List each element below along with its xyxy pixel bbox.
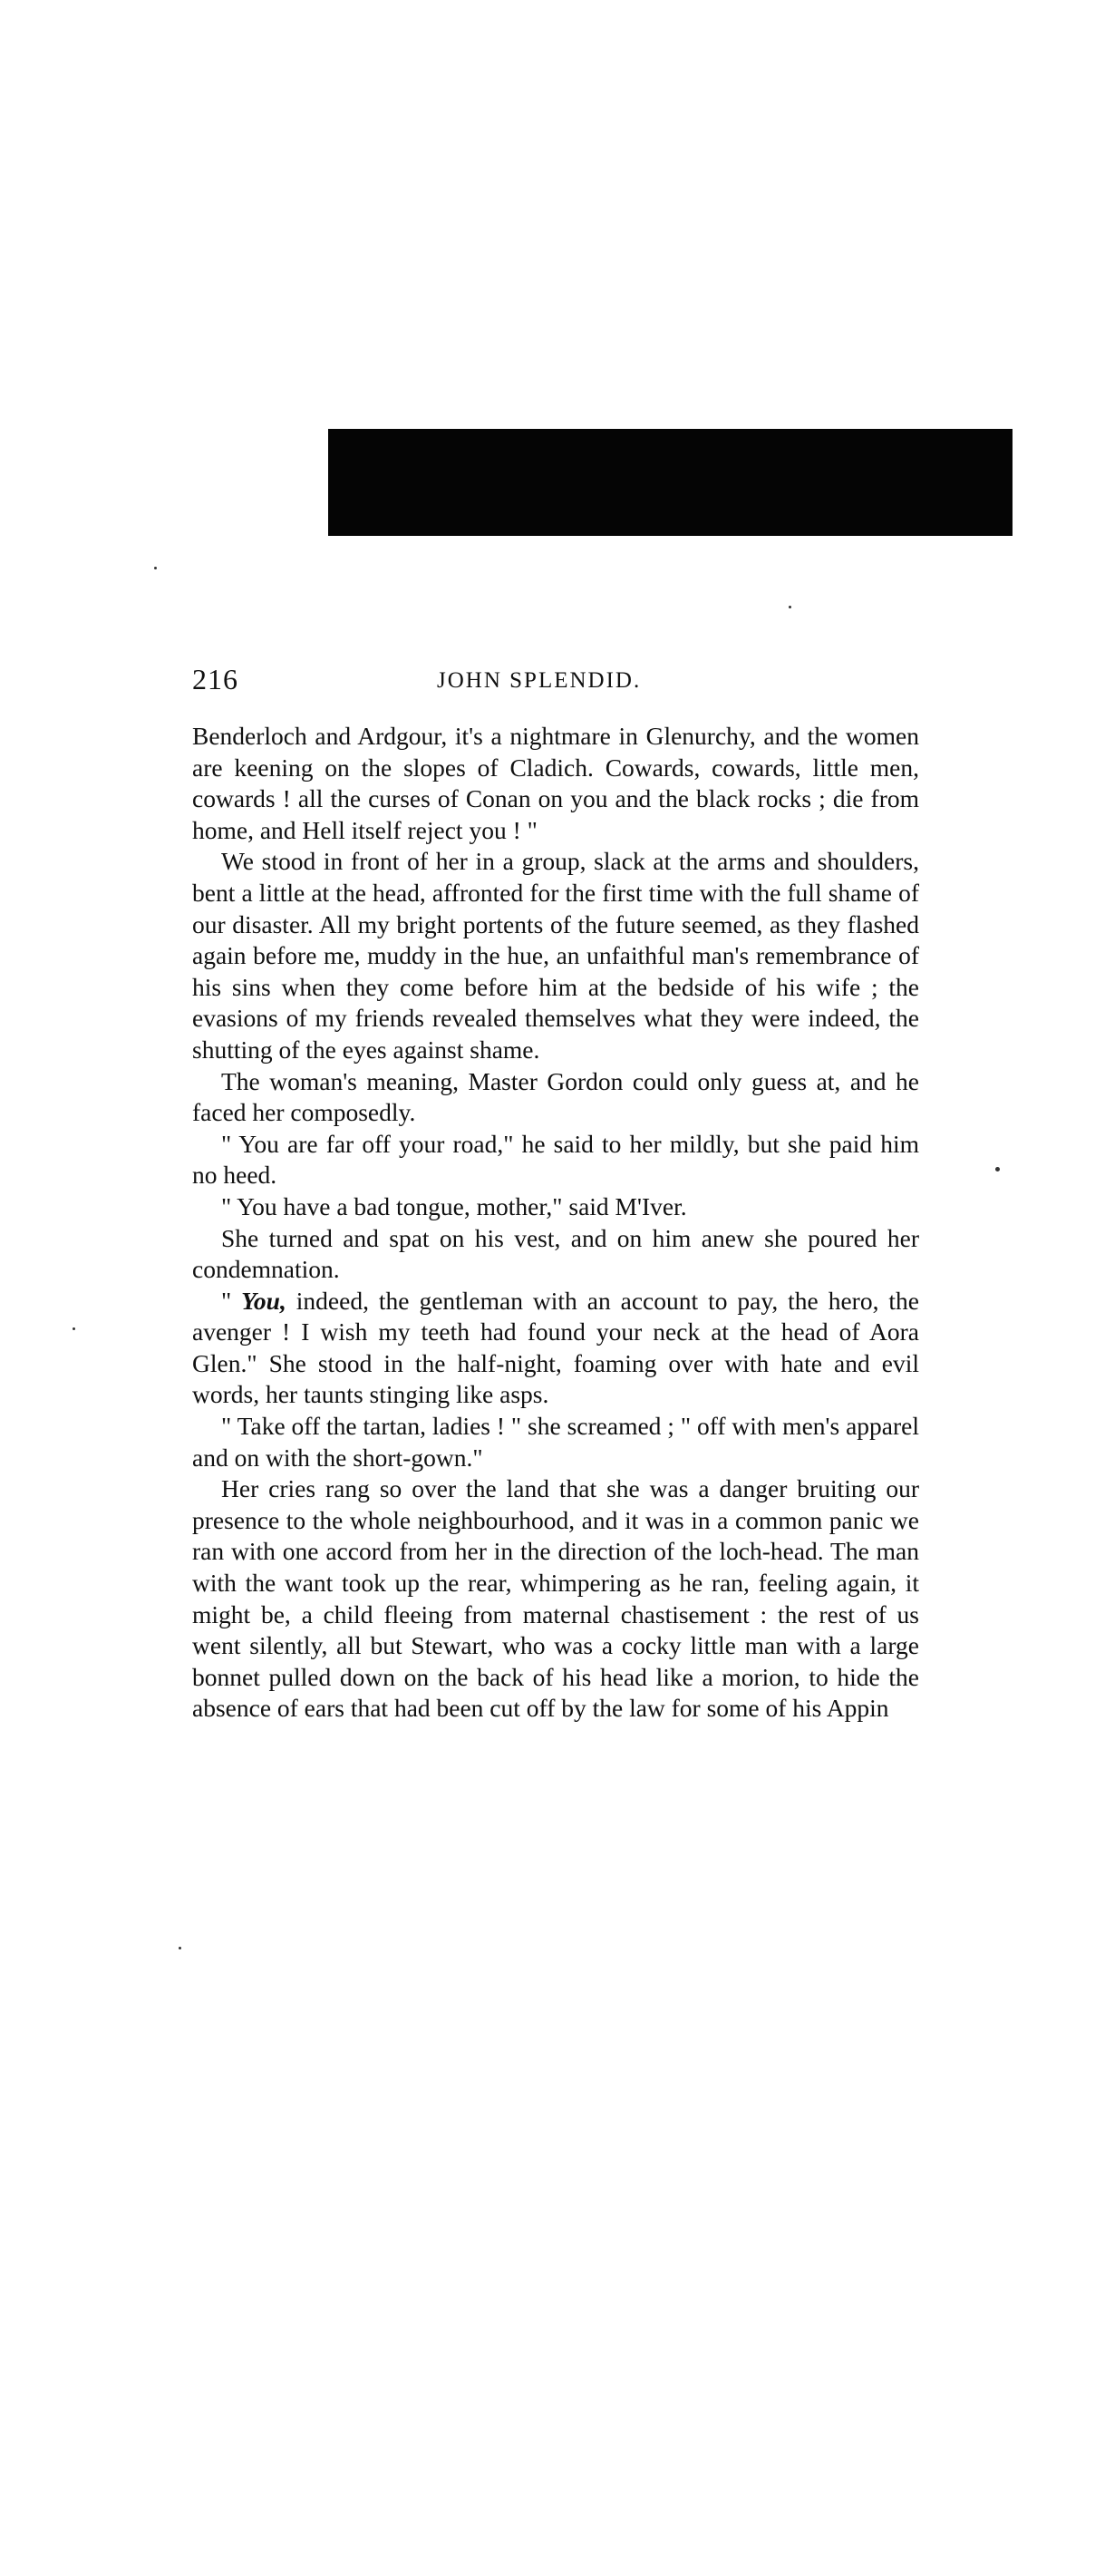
scan-speck [73,1327,75,1330]
paragraph: " Take off the tartan, ladies ! " she screamed ; " off with men's apparel and on with the short-gown." [192,1412,919,1472]
paragraph: " You are far off your road," he said to her mildly, but she paid him no heed. [192,1129,919,1190]
paragraph: " You have a bad tongue, mother," said M'Iver. [221,1191,687,1220]
scan-speck [995,1167,1000,1171]
running-title: JOHN SPLENDID. [437,668,642,693]
emphasized-word: You, [241,1286,286,1315]
page-header [192,663,919,699]
body-text [192,721,919,1725]
redaction-bar [328,429,1013,536]
scan-speck [179,1947,181,1949]
scan-speck [154,567,157,569]
paragraph: Benderloch and Ardgour, it's a nightmare in Glenurchy, and the women are keening on the slopes of Cladich. Cowards, cowards, little men, cowards ! all the curses of Conan on you and the black rocks ; die from home, and Hell itself reject you ! " [192,722,919,844]
paragraph-text: indeed, the gentleman with an account to pay, the hero, the avenger ! I wish my teeth had found your neck at the head of Aora Glen." She stood in the half-night, foaming over with hate and evil words, her taunts stinging like asps. [192,1286,919,1409]
paragraph: Her cries rang so over the land that she was a danger bruiting our presence to the whole neighbourhood, and it was in a common panic we ran with one accord from her in the direction of the loch-head. The man with the want took up the rear, whimpering as he ran, feeling again, it might be, a child fleeing from maternal chastisement : the rest of us went silently, all but Stewart, who was a cocky little man with a large bonnet pulled down on the back of his head like a morion, to hide the absence of ears that had been cut off by the law for some of his Appin [192,1474,919,1723]
paragraph: The woman's meaning, Master Gordon could only guess at, and he faced her composedly. [192,1066,919,1127]
paragraph: We stood in front of her in a group, slack at the arms and shoulders, bent a little at the head, affronted for the first time with the full shame of our disaster. All my bright portents of the future seemed, as they flashed again before me, muddy in the hue, an unfaithful man's remembrance of his sins when they come before him at the bedside of his wife ; the evasions of my friends revealed themselves what they were indeed, the shutting of the eyes against shame. [192,847,919,1064]
opening-quote: " [221,1286,242,1315]
scan-speck [789,606,791,608]
page-number: 216 [192,663,238,695]
paragraph [192,1286,919,1411]
paragraph: She turned and spat on his vest, and on him anew she poured her condemnation. [192,1223,919,1284]
